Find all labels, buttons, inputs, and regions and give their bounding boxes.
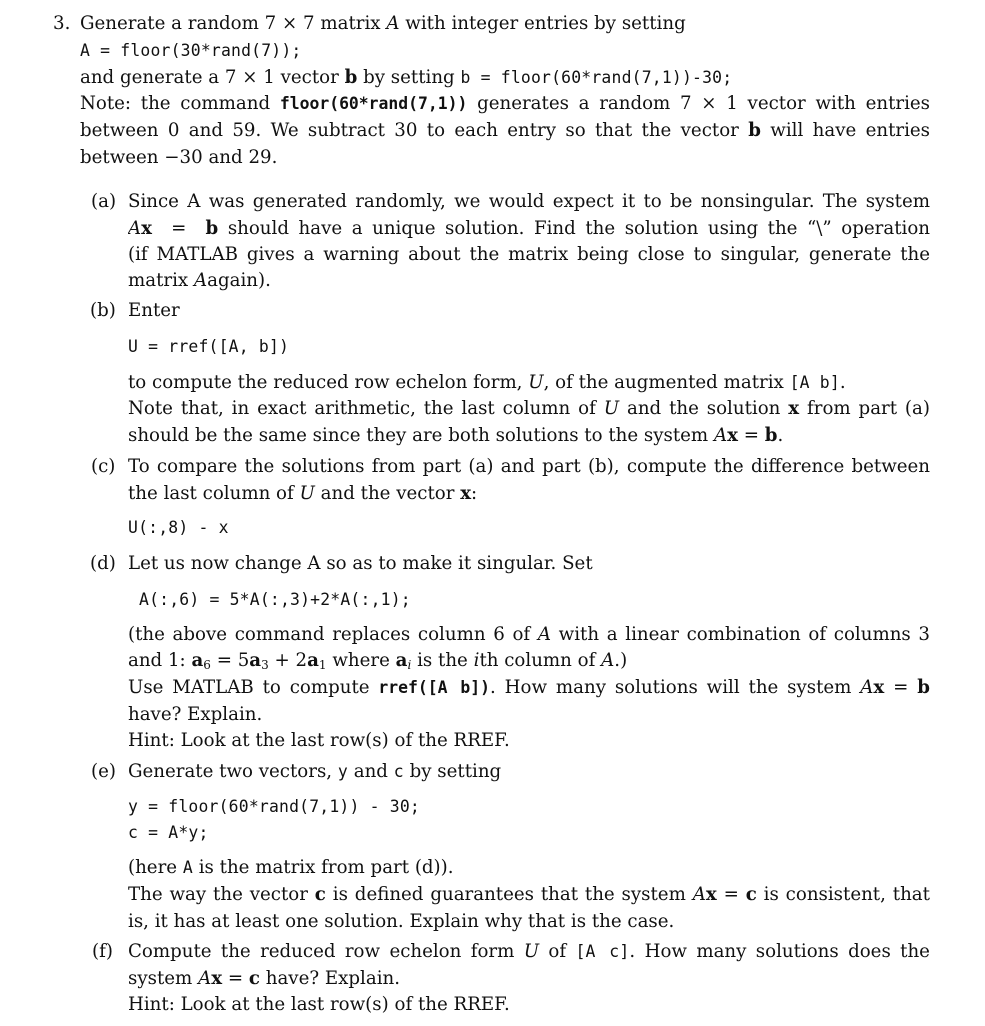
part-e-line-2 xyxy=(128,855,454,882)
math-var: A xyxy=(128,218,142,239)
math-sub: 1 xyxy=(318,658,327,672)
part-a-line-1: Since A was generated randomly, we would expect it to be nonsingular. The system xyxy=(128,191,930,212)
part-e-text: is the matrix from part (d)). xyxy=(198,857,454,878)
part-c-line-2 xyxy=(128,481,477,508)
code-inline: rref([A b]) xyxy=(378,678,491,697)
math-sub: 6 xyxy=(203,658,211,672)
intro-text: between 0 and 59. We subtract 30 to each entry so that the vector xyxy=(80,120,739,141)
intro-text: with integer entries by setting xyxy=(405,13,686,34)
intro-text: Generate a random 7 × 7 matrix xyxy=(80,13,381,34)
math-bold: c xyxy=(314,884,326,905)
part-c-line-1: To compare the solutions from part (a) and part (b), compute the difference between xyxy=(128,456,930,477)
code-block: y = floor(60*rand(7,1)) - 30; xyxy=(128,797,420,816)
part-d-text: . How many solutions will the system xyxy=(490,677,852,698)
math-var: A xyxy=(193,270,208,291)
math-bold: x xyxy=(788,398,800,419)
math-bold: a xyxy=(191,650,204,671)
part-e-line-4: is, it has at least one solution. Explain why that is the case. xyxy=(128,911,675,932)
intro-line-6: between −30 and 29. xyxy=(80,147,278,168)
math-sub: i xyxy=(407,658,412,672)
part-d-hint: Hint: Look at the last row(s) of the RREF. xyxy=(128,730,510,751)
math-bold: x xyxy=(141,218,152,239)
math-bold: c xyxy=(745,884,757,905)
part-d-text: th column of xyxy=(479,650,596,671)
part-b-text: from part (a) xyxy=(807,398,930,419)
intro-line-4 xyxy=(80,91,930,118)
math-bold: x xyxy=(211,968,223,989)
part-e-text: The way the vector xyxy=(128,884,308,905)
code-inline: c xyxy=(393,762,404,781)
part-f-text: Compute the reduced row echelon form xyxy=(128,941,515,962)
part-f-label: (f) xyxy=(92,941,113,962)
part-b-line-2 xyxy=(128,370,846,397)
part-b-text: . xyxy=(839,372,846,393)
part-d-line-4 xyxy=(128,675,930,702)
part-f-line-1 xyxy=(128,939,930,966)
part-f-hint: Hint: Look at the last row(s) of the RREF. xyxy=(128,994,510,1015)
part-b-text: and the solution xyxy=(626,398,781,419)
part-d-line-3 xyxy=(128,648,627,675)
math-eq: = xyxy=(222,968,249,989)
code-block: U = rref([A, b]) xyxy=(128,337,290,356)
part-e-line-3 xyxy=(128,882,930,909)
math-bold: x xyxy=(705,884,717,905)
intro-text: and generate a 7 × 1 vector xyxy=(80,67,339,88)
math-var: A xyxy=(860,677,874,698)
math-bold: a xyxy=(307,650,319,671)
math-eq: = xyxy=(716,884,746,905)
code-inline: [A c] xyxy=(575,942,630,961)
part-b-text: . xyxy=(777,425,784,446)
part-c-text: and the vector xyxy=(320,483,455,504)
part-e-text: Generate two vectors, xyxy=(128,761,333,782)
part-d-text: with a linear combination of columns 3 xyxy=(558,624,930,645)
math-var: A xyxy=(198,968,212,989)
part-b-text: should be the same since they are both solutions to the system xyxy=(128,425,709,446)
intro-bold: b xyxy=(748,120,761,141)
math-var: U xyxy=(603,398,620,419)
part-d-line-1: Let us now change A so as to make it singular. Set xyxy=(128,553,593,574)
math-bold: b xyxy=(917,677,930,698)
math-bold: a xyxy=(249,650,262,671)
intro-var: A xyxy=(386,13,400,34)
code-block: A(:,6) = 5*A(:,3)+2*A(:,1); xyxy=(139,590,411,609)
part-d-text: and 1: xyxy=(128,650,186,671)
part-b-text: Note that, in exact arithmetic, the last column of xyxy=(128,398,596,419)
part-b-line-1: Enter xyxy=(128,300,180,321)
part-b-line-4 xyxy=(128,423,783,450)
part-a-text: should have a unique solution. Find the solution using the “\” operation xyxy=(227,218,930,239)
intro-text: will have entries xyxy=(770,120,930,141)
math-bold: b xyxy=(205,218,219,239)
math-eq: = 5 xyxy=(210,650,250,671)
part-b-line-3 xyxy=(128,396,930,423)
part-e-text: is consistent, that xyxy=(763,884,930,905)
math-eq: = xyxy=(737,425,765,446)
math-eq: + 2 xyxy=(268,650,308,671)
intro-text: by setting xyxy=(363,67,455,88)
part-b-label: (b) xyxy=(90,300,116,321)
code-inline: A = floor(30*rand(7)); xyxy=(80,41,302,60)
code-inline: [A b] xyxy=(789,373,840,392)
math-var: A xyxy=(713,425,728,446)
part-e-line-1 xyxy=(128,759,501,786)
part-f-text: have? Explain. xyxy=(265,968,401,989)
part-e-label: (e) xyxy=(91,761,116,782)
part-d-text: .) xyxy=(614,650,628,671)
math-bold: b xyxy=(764,425,778,446)
code-inline: A xyxy=(182,858,193,877)
intro-line-1 xyxy=(80,11,686,38)
part-e-text: and xyxy=(353,761,388,782)
part-c-label: (c) xyxy=(91,456,116,477)
code-inline: y xyxy=(337,762,348,781)
part-d-line-5: have? Explain. xyxy=(128,704,263,725)
math-bold: x xyxy=(873,677,885,698)
math-eq: = xyxy=(884,677,918,698)
intro-line-5 xyxy=(80,118,930,145)
part-c-text: : xyxy=(471,483,478,504)
part-a-line-4 xyxy=(128,268,271,295)
math-var: A xyxy=(601,650,615,671)
math-bold: c xyxy=(248,968,260,989)
part-e-text: by setting xyxy=(409,761,502,782)
code-inline: b = floor(60*rand(7,1))-30; xyxy=(460,68,733,87)
part-e-text: (here xyxy=(128,857,178,878)
math-var: U xyxy=(528,372,544,393)
math-bold: x xyxy=(460,483,472,504)
math-var: U xyxy=(523,941,540,962)
code-inline: floor(60*rand(7,1)) xyxy=(279,94,468,113)
part-f-text: . How many solutions does the xyxy=(629,941,930,962)
intro-text: Note: the command xyxy=(80,93,271,114)
math-var: A xyxy=(537,624,551,645)
math-eq: = xyxy=(161,218,196,239)
part-c-text: the last column of xyxy=(128,483,294,504)
part-a-text: again). xyxy=(207,270,271,291)
part-b-text: to compute the reduced row echelon form, xyxy=(128,372,523,393)
part-a-text: matrix xyxy=(128,270,189,291)
intro-line-2 xyxy=(80,38,302,65)
part-d-line-2 xyxy=(128,622,930,649)
math-var: U xyxy=(299,483,315,504)
part-a-line-3: (if MATLAB gives a warning about the matrix being close to singular, generate the xyxy=(128,244,930,265)
part-d-text: (the above command replaces column 6 of xyxy=(128,624,531,645)
code-block: U(:,8) - x xyxy=(128,518,229,537)
code-block: c = A*y; xyxy=(128,823,209,842)
math-bold: a xyxy=(395,650,408,671)
intro-bold: b xyxy=(344,67,358,88)
math-var: i xyxy=(473,650,480,671)
part-f-text: of xyxy=(548,941,567,962)
part-d-label: (d) xyxy=(90,553,116,574)
intro-line-3 xyxy=(80,65,732,92)
math-sub: 3 xyxy=(261,658,269,672)
part-b-text: , of the augmented matrix xyxy=(543,372,784,393)
part-f-line-2 xyxy=(128,966,400,993)
problem-number: 3. xyxy=(53,13,71,34)
part-a-label: (a) xyxy=(91,191,117,212)
intro-text: generates a random 7 × 1 vector with entries xyxy=(477,93,930,114)
math-bold: x xyxy=(727,425,738,446)
part-e-text: is defined guarantees that the system xyxy=(332,884,686,905)
part-d-text: where xyxy=(332,650,390,671)
part-d-text: Use MATLAB to compute xyxy=(128,677,370,698)
math-var: A xyxy=(692,884,706,905)
part-a-line-2 xyxy=(128,216,930,243)
part-d-text: is the xyxy=(417,650,468,671)
part-f-text: system xyxy=(128,968,193,989)
